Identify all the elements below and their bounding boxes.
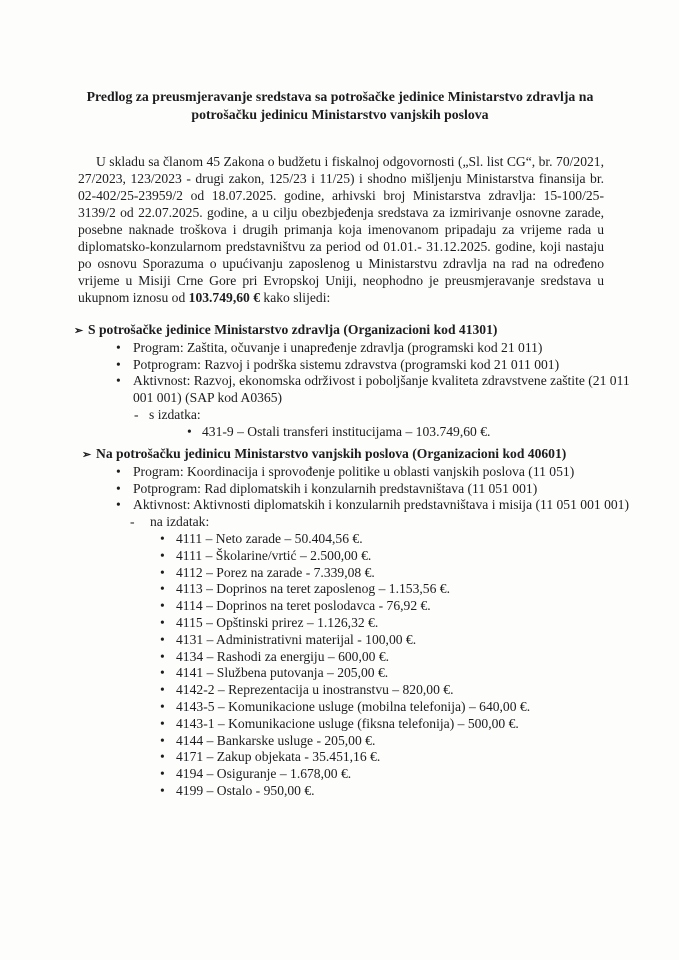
expense-label: - s izdatka: [74, 407, 634, 424]
expense-item: • 4142-2 – Reprezentacija u inostranstvu – 820,00 €. [82, 682, 642, 699]
expense-item: • 4141 – Službena putovanja – 205,00 €. [82, 665, 642, 682]
section-from-heading [74, 322, 634, 340]
title-line-2: potrošačku jedinicu Ministarstvo vanjskih poslova [191, 107, 489, 122]
subprogram: • Potprogram: Razvoj i podrška sistemu zdravstva (programski kod 21 011 001) [74, 357, 634, 374]
expense-list [82, 531, 642, 800]
expense-item: • 4111 – Neto zarade – 50.404,56 €. [82, 531, 642, 548]
arrow-bullet-icon: ➢ [82, 449, 92, 461]
expense-item: • 4115 – Opštinski prirez – 1.126,32 €. [82, 615, 642, 632]
intro-text-end: kako slijedi: [260, 290, 331, 305]
document-title [40, 88, 640, 124]
expense-item: • 4144 – Bankarske usluge - 205,00 €. [82, 733, 642, 750]
expense-item: • 4199 – Ostalo - 950,00 €. [82, 783, 642, 800]
program: • Program: Koordinacija i sprovođenje politike u oblasti vanjskih poslova (11 051) [82, 464, 642, 481]
expense-item: • 4134 – Rashodi za energiju – 600,00 €. [82, 649, 642, 666]
expense-item: • 431-9 – Ostali transferi institucijama – 103.749,60 €. [74, 424, 634, 441]
expense-item: • 4143-5 – Komunikacione usluge (mobilna telefonija) – 640,00 €. [82, 699, 642, 716]
section-to-heading-text: Na potrošačku jedinicu Ministarstvo vanjskih poslova (Organizacioni kod 40601) [96, 446, 567, 461]
expense-item: • 4113 – Doprinos na teret zaposlenog – 1.153,56 €. [82, 581, 642, 598]
activity: • Aktivnost: Razvoj, ekonomska održivost i poboljšanje kvaliteta zdravstvene zaštite (21 011 001 001) (SAP kod A0365) [74, 373, 634, 407]
program: • Program: Zaštita, očuvanje i unapređenje zdravlja (programski kod 21 011) [74, 340, 634, 357]
expense-item: • 4171 – Zakup objekata - 35.451,16 €. [82, 749, 642, 766]
expense-item: • 4111 – Školarine/vrtić – 2.500,00 €. [82, 548, 642, 565]
title-line-1: Predlog za preusmjeravanje sredstava sa potrošačke jedinice Ministarstvo zdravlja na [86, 89, 594, 104]
subprogram: • Potprogram: Rad diplomatskih i konzularnih predstavništava (11 051 001) [82, 481, 642, 498]
section-to [82, 446, 642, 800]
intro-text: U skladu sa članom 45 Zakona o budžetu i fiskalnoj odgovornosti („Sl. list CG“, br. 70/2021, 27/2023, 123/2023 - drugi zakon, 125/23 i 11/25) i shodno mišljenju Ministarstva finansija br. 02-402/25-23959/2 od 18.07.2025. godine, arhivski broj Ministarstva zdravlja: 15-100/25-3139/2 od 22.07.2025. godine, a u cilju obezbjeđenja sredstava za izmirivanje osnovne zarade, posebne naknade troškova i drugih primanja koja imenovanom pripadaju za vrijeme rada u diplomatsko-konzularnom predstavništvu za period od 01.01.- 31.12.2025. godine, koji nastaju po osnovu Sporazuma o upućivanju zaposlenog u Ministarstvu zdravlja na rad na određeno vrijeme u Misiji Crne Gore pri Evropskoj Uniji, neophodno je preusmjeravanje sredstava u ukupnom iznosu od [78, 154, 604, 305]
expense-item: • 4112 – Porez na zarade - 7.339,08 €. [82, 565, 642, 582]
expense-item: • 4114 – Doprinos na teret poslodavca - 76,92 €. [82, 598, 642, 615]
section-from-heading-text: S potrošačke jedinice Ministarstvo zdravlja (Organizacioni kod 41301) [88, 322, 498, 337]
arrow-bullet-icon: ➢ [74, 325, 84, 337]
expense-label: - na izdatak: [82, 514, 642, 531]
total-amount: 103.749,60 € [188, 290, 261, 305]
expense-item: • 4194 – Osiguranje – 1.678,00 €. [82, 766, 642, 783]
intro-paragraph [78, 153, 604, 306]
section-from [74, 322, 634, 441]
expense-item: • 4143-1 – Komunikacione usluge (fiksna telefonija) – 500,00 €. [82, 716, 642, 733]
activity: • Aktivnost: Aktivnosti diplomatskih i konzularnih predstavništava i misija (11 051 001 001) [82, 497, 642, 514]
section-to-heading [82, 446, 642, 464]
expense-item: • 4131 – Administrativni materijal - 100,00 €. [82, 632, 642, 649]
expense-list [74, 424, 634, 441]
